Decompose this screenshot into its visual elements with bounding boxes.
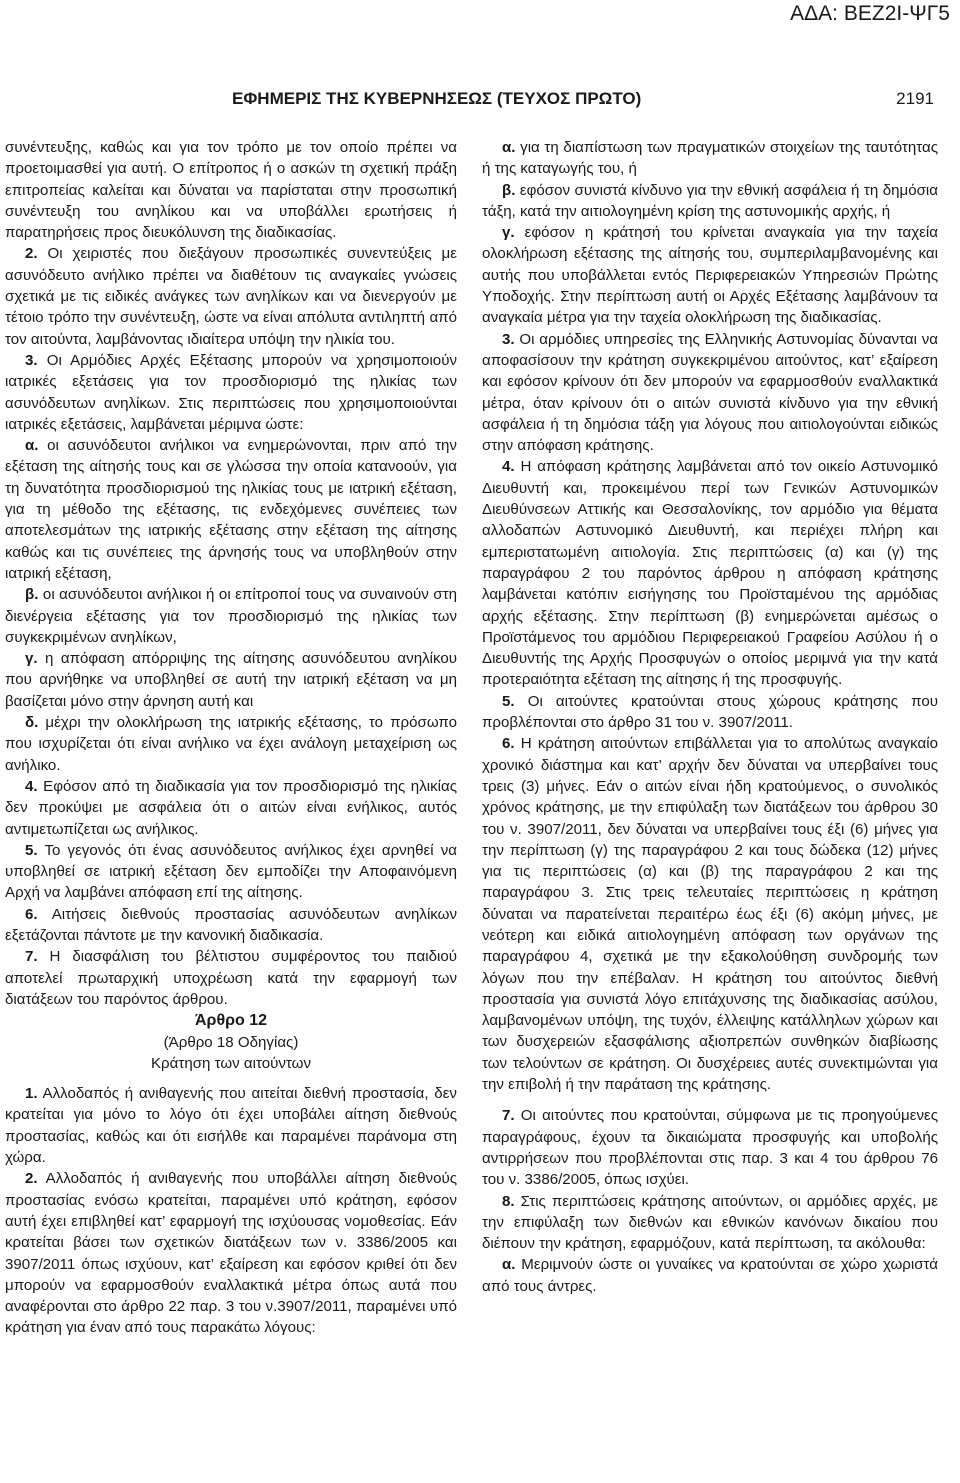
paragraph-number: 6. [25,905,38,923]
article-title: Άρθρο 12 [194,1012,267,1030]
paragraph-4 [5,776,457,840]
article-paragraph-1 [5,1083,457,1168]
item-text: εφόσον η κράτησή του κρίνεται αναγκαία για την ταχεία ολοκλήρωση εξέτασης της αίτησής του, συμπεριλαμβανομένης και αυτής που υποβάλλεται εντός Περιφερειακών Υπηρεσιών Πρώτης Υποδοχής. Στην περίπτωση αυτή οι Αρχές Εξέτασης λαμβάνουν τα αναγκαία μέτρα για την ταχεία ολοκλήρωση της διαδικασίας. [482,224,938,327]
paragraph-number: 3. [502,330,515,348]
article-paragraph-2 [5,1168,457,1338]
article-subtitle: (Άρθρο 18 Οδηγίας) [163,1034,299,1052]
paragraph-number: 2. [25,245,38,263]
item-text: οι ασυνόδευτοι ανήλικοι να ενημερώνονται, πριν από την εξέταση της αίτησής τους και σε γλώσσα την οποία κατανοούν, για τη δυνατότητα προσδιορισμού της ηλικίας τους με ιατρική εξέταση, για τη μέθοδο της εξέτασης, τις ενδεχόμενες συνέπειες των αποτελεσμάτων της ιατρικής εξέτασης στην εξέταση της αίτησης καθώς και τις συνέπειες της άρνησής τους να υποβληθούν στην ιατρική εξέταση, [5,437,457,582]
paragraph-8 [482,1191,938,1255]
paragraph-text: Οι αιτούντες κρατούνται στους χώρους κράτησης που προβλέπονται στο άρθρο 31 του ν. 3907/2011. [482,692,938,732]
left-column [5,137,457,1339]
paragraph-text: Αλλοδαπός ή ανιθαγενής που αιτείται διεθνή προστασία, δεν κρατείται για μόνο το λόγο ότι έχει υποβάλει αίτηση διεθνούς προστασίας, καθώς και ότι εισήλθε και παραμένει παράνομα στη χώρα. [5,1085,457,1167]
paragraph-3 [482,329,938,457]
item-text: μέχρι την ολοκλήρωση της ιατρικής εξέτασης, το πρόσωπο που ισχυρίζεται ότι είναι ανήλικο να έχει ανάλογη μεταχείριση ως ανήλικο. [5,714,457,774]
paragraph-number: 4. [25,777,38,795]
paragraph-text: Η διασφάλιση του βέλτιστου συμφέροντος του παιδιού αποτελεί πρωταρχική υποχρέωση κατά την εφαρμογή των διατάξεων του παρόντος άρθρου. [5,948,457,1008]
paragraph-3 [5,350,457,435]
paragraph-text: Οι χειριστές που διεξάγουν προσωπικές συνεντεύξεις με ασυνόδευτο ανήλικο πρέπει να διαθέτουν τις αναγκαίες γνώσεις σχετικά με τις ειδικές ανάγκες των ανηλίκων και να διενεργούν με τέτοιο τρόπο την συνέντευξη, ώστε να είναι απόλυτα αντιληπτή από τον αιτούντα, λαμβάνοντας ιδιαίτερα υπόψη την ηλικία του. [5,245,457,348]
item-text: για τη διαπίστωση των πραγματικών στοιχείων της ταυτότητας ή της καταγωγής του, ή [482,139,938,178]
item-letter: δ. [25,714,39,732]
item-letter: α. [25,437,39,455]
item-c [5,648,457,712]
paragraph-number: 4. [502,458,515,476]
item-text: Μεριμνούν ώστε οι γυναίκες να κρατούνται σε χώρο χωριστά από τους άντρες. [482,1256,938,1295]
paragraph: συνέντευξης, καθώς και για τον τρόπο με τον οποίο πρέπει να προετοιμασθεί για αυτή. Ο επίτροπος ή ο ασκών τη σχετική πράξη επιτροπείας καλείται και δύναται να παρίσταται στην προσωπική συνέντευξη του ανηλίκου και να υποβάλλει ερωτήσεις ή παρατηρήσεις προς διευκόλυνση της διαδικασίας. [5,139,457,242]
right-column [482,137,938,1297]
item-text: η απόφαση απόρριψης της αίτησης ασυνόδευτου ανηλίκου που αρνήθηκε να υποβληθεί σε αυτή την ιατρική εξέταση να μη βασίζεται μόνο στην άρνηση αυτή και [5,650,457,710]
paragraph-5 [482,691,938,734]
paragraph-5 [5,840,457,904]
item-a [482,137,938,180]
item-text: εφόσον συνιστά κίνδυνο για την εθνική ασφάλεια ή τη δημόσια τάξη, κατά την αιτιολογημένη κρίση της αστυνομικής αρχής, ή [482,181,938,220]
ada-code: ΑΔΑ: ΒΕΖ2Ι-ΨΓ5 [790,2,950,25]
item-d [5,712,457,776]
item-b [482,180,938,223]
paragraph-text: Στις περιπτώσεις κράτησης αιτούντων, οι αρμόδιες αρχές, με την επιφύλαξη των διεθνών και εθνικών κανόνων δικαίου που διέπουν την κράτηση, εφαρμόζουν, κατά περίπτωση, τα ακόλουθα: [482,1192,938,1253]
paragraph-number: 3. [25,351,38,369]
paragraph-4 [482,456,938,690]
item-letter: γ. [502,224,515,242]
item-b [5,584,457,648]
paragraph-number: 2. [25,1170,38,1188]
item-letter: α. [502,1256,516,1274]
paragraph-number: 5. [502,692,515,710]
paragraph-text: Η απόφαση κράτησης λαμβάνεται από τον οικείο Αστυνομικό Διευθυντή και, προκειμένου περί των Γενικών Αστυνομικών Διευθύνσεων Αττικής και Θεσσαλονίκης, τον αρμόδιο για θέματα αλλοδαπών Αστυνομικό Διευθυντή, και περιέχει πλήρη και εμπεριστατωμένη αιτιολογία. Στις περιπτώσεις (α) και (γ) της παραγράφου 2 του παρόντος άρθρου η απόφαση κράτησης λαμβάνεται κατόπιν εισήγησης του Προϊσταμένου της αρμόδιας αρχής εξέτασης. Στην περίπτωση (β) ενημερώνεται αμέσως ο Προϊστάμενος του αρμόδιου Περιφερειακού Γραφείου Ασύλου ή ο Διευθυντής της Αρχής Προσφυγών ο οποίος μεριμνά για την κατά προτεραιότητα εξέταση της αίτησης ή της προσφυγής. [482,458,938,689]
item-letter: γ. [25,650,38,668]
paragraph-6 [482,733,938,1095]
paragraph-text: Αιτήσεις διεθνούς προστασίας ασυνόδευτων ανηλίκων εξετάζονται πάντοτε με την κανονική διαδικασία. [5,905,457,944]
item-text: οι ασυνόδευτοι ανήλικοι ή οι επίτροποί τους να συναινούν στη διενέργεια εξέτασης για τον προσδιορισμό της ηλικίας των συγκεκριμένων ανηλίκων, [5,586,457,646]
paragraph-text: Αλλοδαπός ή ανιθαγενής που υποβάλλει αίτηση διεθνούς προστασίας ενόσω κρατείται, παραμένει υπό κράτηση, εφόσον αυτή έχει επιβληθεί κατ’ εφαρμογή της ισχύουσας νομοθεσίας. Εάν κρατείται βάσει των σχετικών διατάξεων των ν. 3386/2005 και 3907/2011 όπως ισχύουν, κατ’ εξαίρεση και εφόσον κριθεί ότι δεν μπορούν να εφαρμοσθούν εναλλακτικά μέτρα όπως αυτά που αναφέρονται στο άρθρο 22 παρ. 3 του ν.3907/2011, παραμένει υπό κράτηση για έναν από τους παρακάτω λόγους: [5,1170,457,1337]
paragraph-number: 5. [25,841,38,859]
paragraph-7 [482,1105,938,1190]
item-a [5,435,457,584]
paragraph-text: Το γεγονός ότι ένας ασυνόδευτος ανήλικος έχει αρνηθεί να υποβληθεί σε ιατρική εξέταση δεν εμποδίζει την Αποφαινόμενη Αρχή να λαμβάνει απόφαση επί της αίτησης. [5,841,457,902]
paragraph-number: 7. [25,948,38,966]
running-header [0,89,960,115]
paragraph-number: 8. [502,1192,515,1210]
paragraph-text: Οι αιτούντες που κρατούνται, σύμφωνα με τις προηγούμενες παραγράφους, έχουν τα δικαιώματα προσφυγής και υποβολής αντιρρήσεων που προβλέπονται στις παρ. 3 και 4 του άρθρου 76 του ν. 3386/2005, όπως ισχύει. [482,1107,938,1189]
item-8a [482,1254,938,1297]
paragraph-text: Οι αρμόδιες υπηρεσίες της Ελληνικής Αστυνομίας δύνανται να αποφασίσουν την κράτηση συγκεκριμένου αιτούντος, κατ’ εξαίρεση και εφόσον κρίνουν ότι δεν μπορούν να εφαρμοσθούν εναλλακτικά μέτρα, όταν κρίνουν ότι ο αιτών συνιστά κίνδυνο για την εθνική ασφάλεια ή τη δημόσια τάξη για λόγους που αιτιολογούνται ειδικώς στην απόφαση κράτησης. [482,330,938,455]
paragraph-7 [5,946,457,1010]
item-c [482,222,938,328]
paragraph-6 [5,904,457,947]
paragraph-2 [5,243,457,349]
paragraph-number: 7. [502,1107,515,1125]
paragraph-number: 6. [502,735,515,753]
item-letter: β. [25,586,39,604]
page-number: 2191 [896,89,934,108]
item-letter: β. [502,181,516,199]
article-name: Κράτηση των αιτούντων [150,1055,312,1073]
paragraph-text: Εφόσον από τη διαδικασία για τον προσδιορισμό της ηλικίας δεν προκύψει με ασφάλεια ότι ο αιτών είναι ενήλικος, αυτός αντιμετωπίζεται ως ανήλικος. [5,777,458,838]
gazette-title: ΕΦΗΜΕΡΙΣ ΤΗΣ ΚΥΒΕΡΝΗΣΕΩΣ (ΤΕΥΧΟΣ ΠΡΩΤΟ) [232,89,642,108]
paragraph-number: 1. [25,1085,38,1103]
paragraph-text: Οι Αρμόδιες Αρχές Εξέτασης μπορούν να χρησιμοποιούν ιατρικές εξετάσεις για τον προσδιορισμό της ηλικίας των ασυνόδευτων ανηλίκων. Στις περιπτώσεις που χρησιμοποιούνται ιατρικές εξετάσεις, λαμβάνεται μέριμνα ώστε: [5,351,457,433]
paragraph-text: Η κράτηση αιτούντων επιβάλλεται για το απολύτως αναγκαίο χρονικό διάστημα και κατ’ αρχήν δεν δύναται να υπερβαίνει τους τρεις (3) μήνες. Εάν ο αιτών είναι ήδη κρατούμενος, ο συνολικός χρόνος κράτησης, με την επιφύλαξη των διατάξεων του άρθρου 30 του ν. 3907/2011, δεν δύναται να υπερβαίνει τους έξι (6) μήνες για την περίπτωση (γ) της παραγράφου 2 και τους δώδεκα (12) μήνες για τις περιπτώσεις (α) και (β) της παραγράφου 2 και της παραγράφου 3. Στις τρεις τελευταίες περιπτώσεις η κράτηση δύναται να παρατείνεται περαιτέρω έως έξι (6) ακόμη μήνες, με νεότερη και ειδικά αιτιολογημένη απόφαση των οργάνων της παραγράφου 4, σχετικά με την εξακολούθηση συνδρομής των λόγων που την επέβαλαν. Η κράτηση του αιτούντος διεθνή προστασία για συνιστά λόγο επιτάχυνσης της διαδικασίας ασύλου, λαμβανομένων υπόψη, της τυχόν, έλλειψης κατάλληλων χώρων και των δυσχερειών εξασφάλισης αξιοπρεπών συνθηκών διαβίωσης των τελούντων σε κράτηση. Οι δυσχέρειες αυτές συνεκτιμώνται για την επιβολή ή την παράταση της κράτησης. [482,735,938,1094]
item-letter: α. [502,139,516,156]
